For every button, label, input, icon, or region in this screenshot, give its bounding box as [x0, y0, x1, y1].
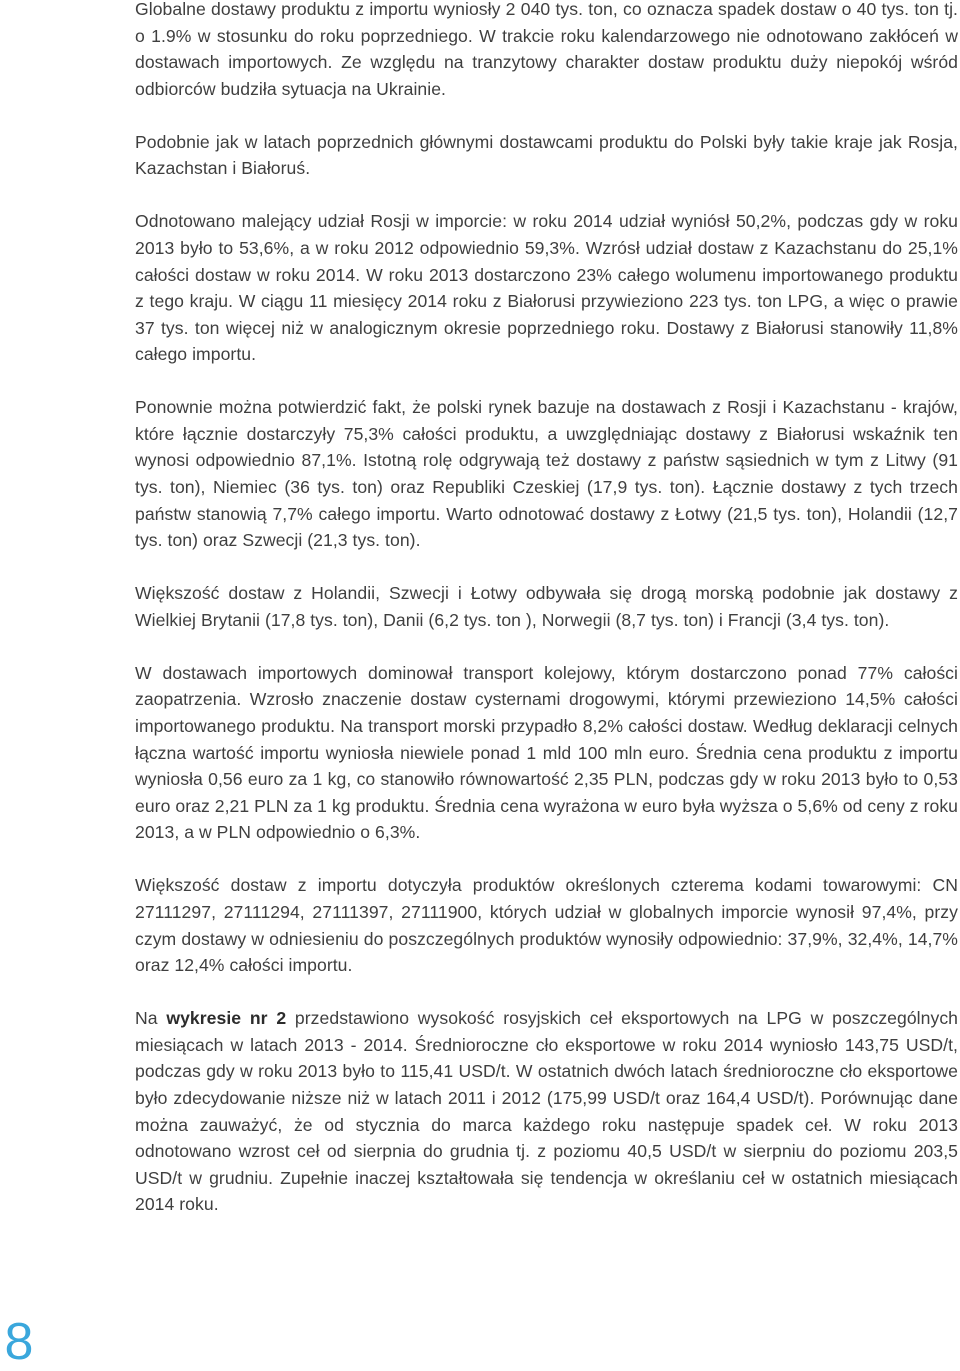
paragraph-6 — [135, 660, 958, 846]
paragraph-text: Ponownie można potwierdzić fakt, że polski rynek bazuje na dostawach z Rosji i Kazachstanu - krajów, które łącznie dostarczyły 75,3% całości produktu, a uwzględniając dostawy z Białorusi wskaźnik ten wynosi odpowiednio 87,1%. Istotną rolę odgrywają też dostawy z państw sąsiednich w tym z Litwy (91 tys. ton), Niemiec (36 tys. ton) oraz Republiki Czeskiej (17,9 tys. ton). Łącznie dostawy z tych trzech państw stanowią 7,7% całego importu. Warto odnotować dostawy z Łotwy (21,5 tys. ton), Holandii (12,7 tys. ton) oraz Szwecji (21,3 tys. ton). — [135, 397, 958, 551]
paragraph-text: W dostawach importowych dominował transport kolejowy, którym dostarczono ponad 77% całości zaopatrzenia. Wzrosło znaczenie dostaw cysternami drogowymi, którymi przewieziono 14,5% całości importowanego produktu. Na transport morski przypadło 8,2% całości dostaw. Według deklaracji celnych łączna wartość importu wyniosła niewiele ponad 1 mld 100 mln euro. Średnia cena produktu z importu wyniosła 0,56 euro za 1 kg, co stanowiło równowartość 2,35 PLN, podczas gdy w roku 2013 było to 0,53 euro oraz 2,21 PLN za 1 kg produktu. Średnia cena wyrażona w euro była wyższa o 5,6% od ceny z roku 2013, a w PLN odpowiednio o 6,3%. — [135, 662, 958, 843]
paragraph-text: Większość dostaw z importu dotyczyła produktów określonych czterema kodami towarowymi: CN 27111297, 27111294, 27111397, 27111900, których udział w globalnych imporcie wynosił 97,4%, przy czym dostawy w odniesieniu do poszczególnych produktów wynosiły odpowiednio: 37,9%, 32,4%, 14,7% oraz 12,4% całości importu. — [135, 875, 958, 976]
paragraph-text: Podobnie jak w latach poprzednich głównymi dostawcami produktu do Polski były takie kraje jak Rosja, Kazachstan i Białoruś. — [135, 131, 958, 179]
paragraph-5 — [135, 580, 958, 633]
paragraph-text: Na — [135, 1008, 167, 1029]
paragraph-4 — [135, 394, 958, 554]
paragraph-7 — [135, 872, 958, 978]
paragraph-8 — [135, 1005, 958, 1218]
paragraph-text: przedstawiono wysokość rosyjskich ceł eksportowych na LPG w poszczególnych miesiącach w latach 2013 - 2014. Średnioroczne cło eksportowe w roku 2014 wyniosło 143,75 USD/t, podczas gdy w roku 2013 było to 115,41 USD/t. W ostatnich dwóch latach średnioroczne cło eksportowe było zdecydowanie niższe niż w latach 2011 i 2012 (175,99 USD/t oraz 164,4 USD/t). Porównując dane można zauważyć, że od stycznia do marca każdego roku następuje spadek ceł. W roku 2013 odnotowano wzrost ceł od sierpnia do grudnia tj. z poziomu 40,5 USD/t w sierpniu do poziomu 203,5 USD/t w grudniu. Zupełnie inaczej kształtowała się tendencja w określaniu ceł w ostatnich miesiącach 2014 roku. — [135, 1008, 959, 1215]
paragraph-3 — [135, 208, 958, 368]
paragraph-text: Globalne dostawy produktu z importu wyniosły 2 040 tys. ton, co oznacza spadek dostaw o 40 tys. ton tj. o 1.9% w stosunku do roku poprzedniego. W trakcie roku kalendarzowego nie odnotowano zakłóceń w dostawach importowych. Ze względu na tranzytowy charakter dostaw produktu duży niepokój wśród odbiorców budziła sytuacja na Ukrainie. — [135, 0, 958, 99]
paragraph-text: Większość dostaw z Holandii, Szwecji i Łotwy odbywała się drogą morską podobnie jak dostawy z Wielkiej Brytanii (17,8 tys. ton), Danii (6,2 tys. ton ), Norwegii (8,7 tys. ton) i Francji (3,4 tys. ton). — [135, 583, 958, 630]
paragraph-1 — [135, 0, 958, 102]
page-number: 8 — [4, 1313, 34, 1371]
chart-reference: wykresie nr 2 — [166, 1008, 287, 1029]
paragraph-2 — [135, 129, 958, 182]
document-body — [135, 0, 958, 1244]
paragraph-text: Odnotowano malejący udział Rosji w imporcie: w roku 2014 udział wyniósł 50,2%, podczas gdy w roku 2013 było to 53,6%, a w roku 2012 odpowiednio 59,3%. Wzrósł udział dostaw z Kazachstanu do 25,1% całości dostaw w roku 2014. W roku 2013 dostarczono 23% całego wolumenu importowanego produktu z tego kraju. W ciągu 11 miesięcy 2014 roku z Białorusi przywieziono 223 tys. ton LPG, a więc o prawie 37 tys. ton więcej niż w analogicznym okresie poprzedniego roku. Dostawy z Białorusi stanowiły 11,8% całego importu. — [135, 211, 958, 365]
